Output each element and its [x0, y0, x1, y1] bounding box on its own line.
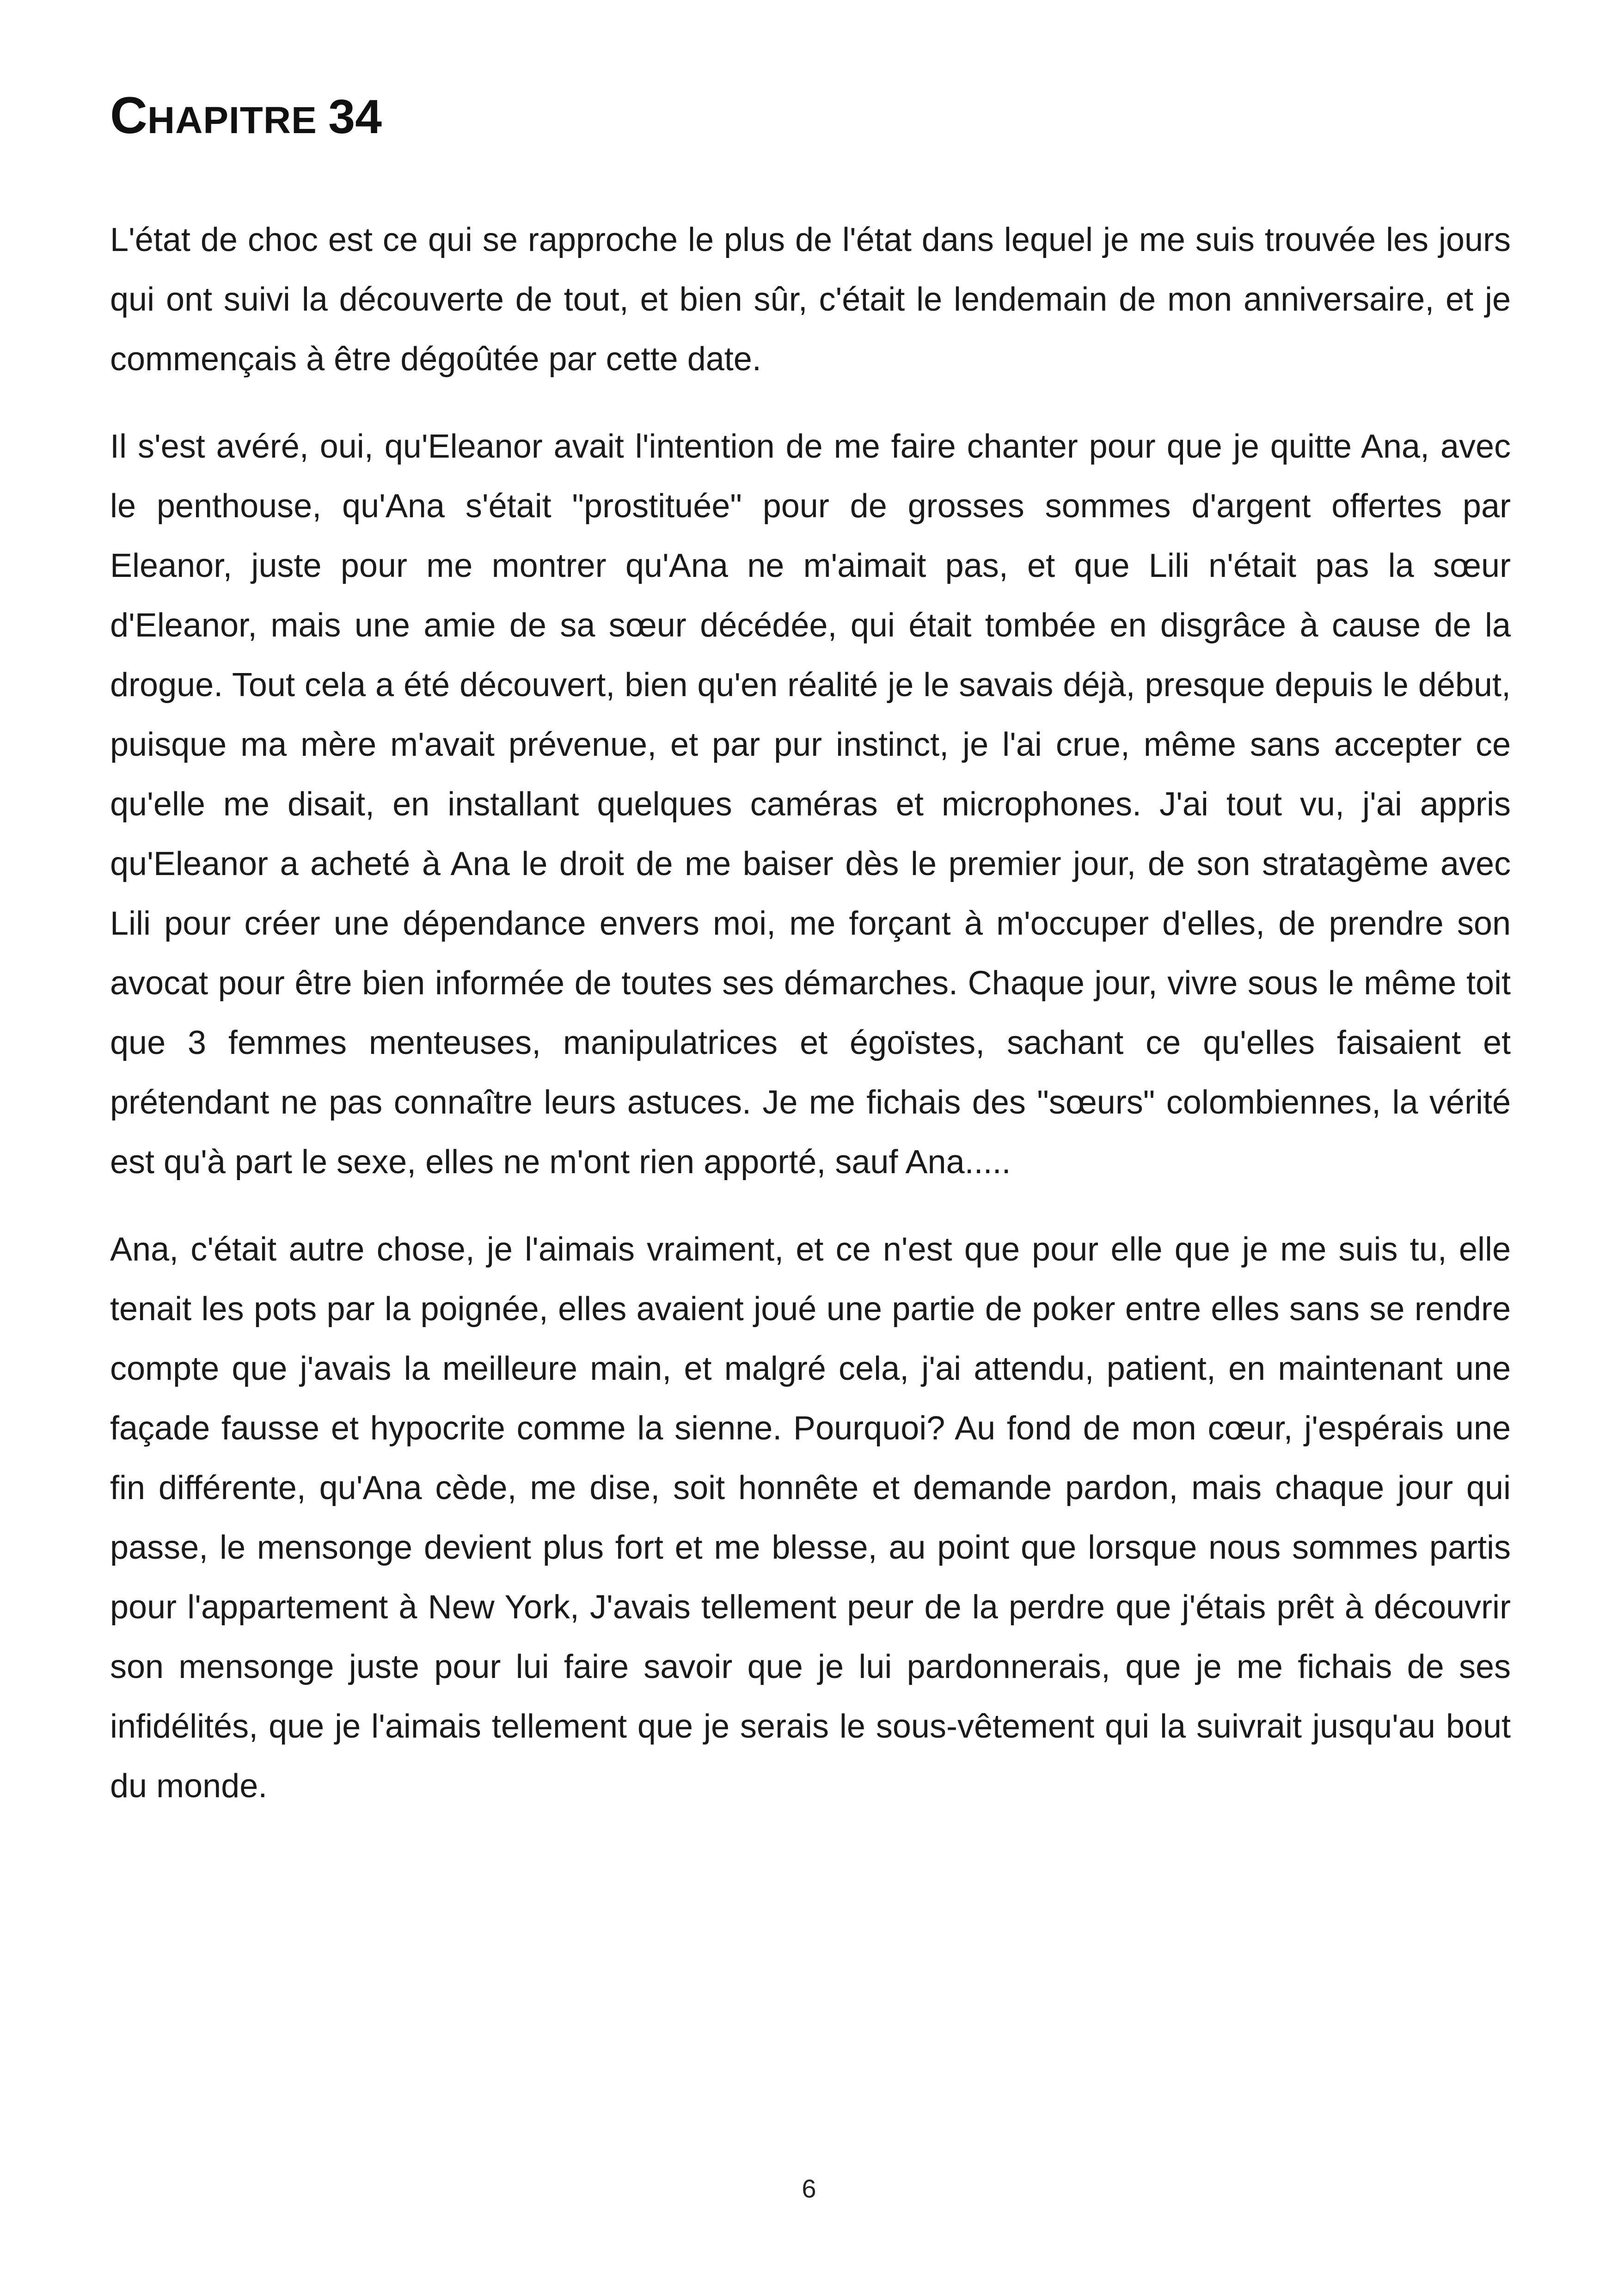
page-number: 6 — [802, 2174, 816, 2203]
paragraph-2: Il s'est avéré, oui, qu'Eleanor avait l'intention de me faire chanter pour que je quitte Ana, avec le penthouse, qu'Ana s'était "prostituée" pour de grosses sommes d'argent offertes par Eleanor, juste pour me montrer qu'Ana ne m'aimait pas, et que Lili n'était pas la sœur d'Eleanor, mais une amie de sa sœur décédée, qui était tombée en disgrâce à cause de la drogue. Tout cela a été découvert, bien qu'en réalité je le savais déjà, presque depuis le début, puisque ma mère m'avait prévenue, et par pur instinct, je l'ai crue, même sans accepter ce qu'elle me disait, en installant quelques caméras et microphones. J'ai tout vu, j'ai appris qu'Eleanor a acheté à Ana le droit de me baiser dès le premier jour, de son stratagème avec Lili pour créer une dépendance envers moi, me forçant à m'occuper d'elles, de prendre son avocat pour être bien informée de toutes ses démarches. Chaque jour, vivre sous le même toit que 3 femmes menteuses, manipulatrices et égoïstes, sachant ce qu'elles faisaient et prétendant ne pas connaître leurs astuces. Je me fichais des "sœurs" colombiennes, la vérité est qu'à part le sexe, elles ne m'ont rien apporté, sauf Ana..... — [110, 428, 1511, 1181]
chapter-number: 34 — [328, 90, 382, 144]
chapter-title-initial: C — [110, 86, 147, 144]
chapter-title — [110, 86, 382, 151]
paragraph-3: Ana, c'était autre chose, je l'aimais vraiment, et ce n'est que pour elle que je me suis tu, elle tenait les pots par la poignée, elles avaient joué une partie de poker entre elles sans se rendre compte que j'avais la meilleure main, et malgré cela, j'ai attendu, patient, en maintenant une façade fausse et hypocrite comme la sienne. Pourquoi? Au fond de mon cœur, j'espérais une fin différente, qu'Ana cède, me dise, soit honnête et demande pardon, mais chaque jour qui passe, le mensonge devient plus fort et me blesse, au point que lorsque nous sommes partis pour l'appartement à New York, J'avais tellement peur de la perdre que j'étais prêt à découvrir son mensonge juste pour lui faire savoir que je lui pardonnerais, que je me fichais de ses infidélités, que je l'aimais tellement que je serais le sous-vêtement qui la suivrait jusqu'au bout du monde. — [110, 1231, 1511, 1805]
paragraph-1: L'état de choc est ce qui se rapproche le plus de l'état dans lequel je me suis trouvée les jours qui ont suivi la découverte de tout, et bien sûr, c'était le lendemain de mon anniversaire, et je commençais à être dégoûtée par cette date. — [110, 221, 1511, 378]
chapter-body — [110, 210, 1511, 1844]
chapter-title-word: HAPITRE — [147, 99, 317, 141]
